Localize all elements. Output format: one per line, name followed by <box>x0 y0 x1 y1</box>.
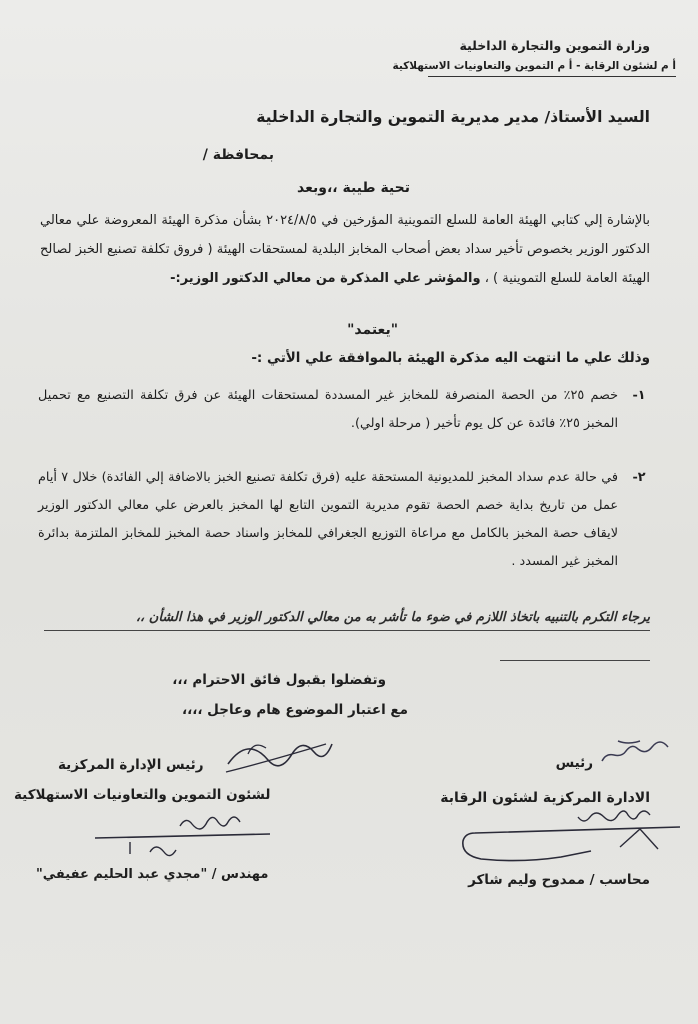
urgency-note: مع اعتبار الموضوع هام وعاجل ،،،، <box>181 702 408 718</box>
main-paragraph-emphasis: والمؤشر علي المذكرة من معالي الدكتور الوزير:- <box>170 271 481 286</box>
list-item <box>38 464 650 576</box>
header-underline <box>428 76 676 77</box>
main-paragraph <box>40 206 650 293</box>
closing-regards: وتفضلوا بقبول فائق الاحترام ،،، <box>172 672 386 688</box>
signature-left-bottom <box>90 808 280 868</box>
addressee-title: السيد الأستاذ/ مدير مديرية التموين والتجارة الداخلية <box>256 108 650 126</box>
list-item <box>38 382 650 438</box>
approval-word: "يعتمد" <box>347 322 398 338</box>
list-item-number: ١- <box>632 388 646 403</box>
left-signatory-title: رئيس الإدارة المركزية <box>58 757 204 773</box>
list-item-number: ٢- <box>632 470 646 485</box>
request-underline <box>44 630 650 631</box>
signature-left-top <box>218 734 338 784</box>
left-signatory-department: لشئون التموين والتعاونيات الاستهلاكية <box>14 787 271 803</box>
list-item-text: خصم ٢٥٪ من الحصة المنصرفة للمخابز غير المسددة لمستحقات الهيئة عن فرق تكلفة التصنيع مع تحميل المخبز ٢٥٪ فائدة عن كل يوم تأخير ( مرحلة اولي). <box>38 388 618 431</box>
request-paragraph: يرجاء التكرم بالتنبيه باتخاذ اللازم في ضوء ما تأشر به من معالي الدكتور الوزير في هذا الشأن ،، <box>135 610 650 625</box>
right-signatory-name: محاسب / ممدوح وليم شاكر <box>468 872 650 888</box>
list-item-text: في حالة عدم سداد المخبز للمديونية المستحقة عليه (فرق تكلفة تصنيع الخبز بالاضافة إلي الفائدة) خلال ٧ أيام عمل من تاريخ بداية خصم الحصة تقوم مديرية التموين التابع لها المخبز بالعرض علي معالي الدكتور الوزير لايقاف حصة المخبز بالكامل مع مراعاة التوزيع الجغرافي للمخابز واسناد حصة المخبز للمخابز الملتزمة بدائرة المخبز غير المسدد . <box>38 470 618 569</box>
greeting: تحية طيبة ،،وبعد <box>297 180 410 196</box>
main-paragraph-text: بالإشارة إلي كتابي الهيئة العامة للسلع التموينية المؤرخين في ٢٠٢٤/٨/٥ بشأن مذكرة الهيئة المعروضة علي معالي الدكتور الوزير بخصوص تأخير سداد بعض أصحاب المخابز البلدية لمستحقات الهيئة ( فروق تكلفة تصنيع الخبز لصالح الهيئة العامة للسلع التموينية ) ، <box>40 213 650 286</box>
right-signatory-department: الادارة المركزية لشئون الرقابة <box>440 790 650 806</box>
request-underline <box>500 660 650 661</box>
right-signatory-title: رئيس <box>555 755 593 771</box>
left-signatory-name: مهندس / "مجدي عبد الحليم عفيفي" <box>36 867 269 882</box>
department-name: أ م لشئون الرقابة - أ م التموين والتعاونيات الاستهلاكية <box>392 60 676 72</box>
governorate-line: بمحافظة / <box>202 147 274 163</box>
handwritten-initials-right <box>598 733 678 763</box>
ministry-name: وزارة التموين والتجارة الداخلية <box>459 38 650 53</box>
signature-right <box>440 805 690 865</box>
approval-intro: وذلك علي ما انتهت اليه مذكرة الهيئة بالموافقة علي الأتي :- <box>251 350 650 366</box>
